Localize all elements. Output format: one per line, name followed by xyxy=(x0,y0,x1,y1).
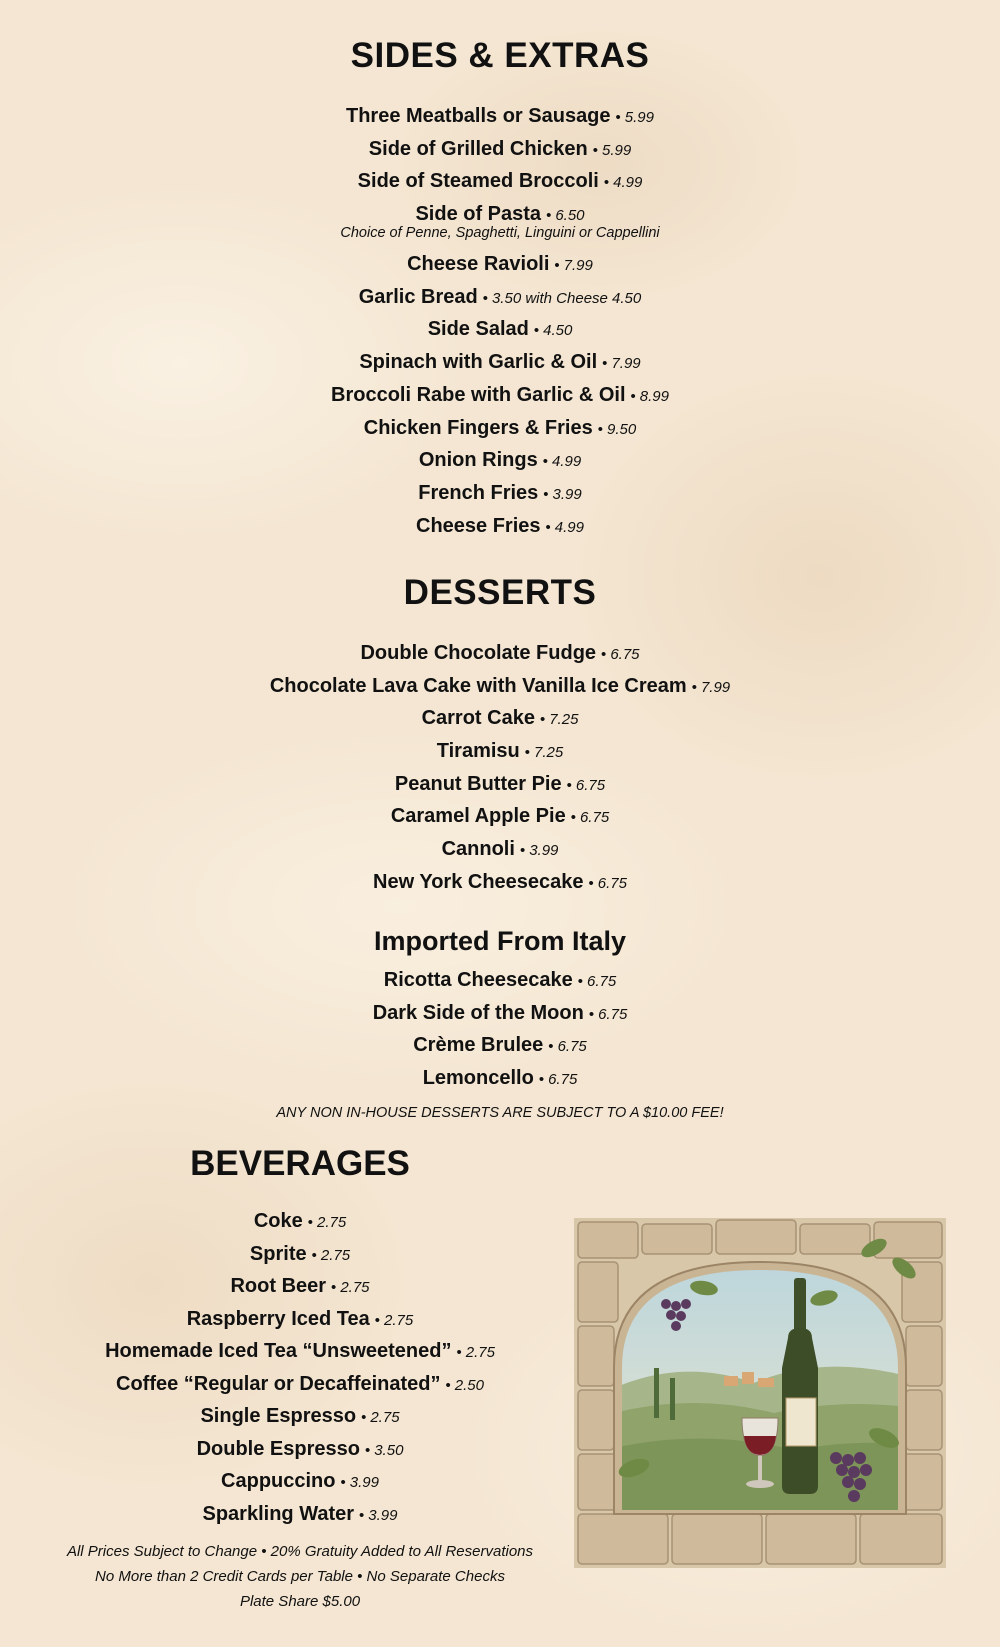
item-price: 2.75 xyxy=(320,1246,351,1264)
menu-item-raspberry-iced-tea xyxy=(0,1303,600,1336)
item-name: Side Salad xyxy=(427,318,529,341)
item-name: Dark Side of the Moon xyxy=(372,1001,584,1024)
item-price: 4.50 xyxy=(543,322,573,340)
menu-item-spinach-with-garlic-oil xyxy=(0,346,1000,379)
price-separator: • xyxy=(592,141,598,159)
item-name: Double Espresso xyxy=(196,1437,360,1460)
item-name: Crème Brulee xyxy=(413,1034,544,1057)
item-price: 7.99 xyxy=(611,355,641,373)
item-price: 6.75 xyxy=(597,874,627,892)
item-name: Carrot Cake xyxy=(421,707,535,730)
price-separator: • xyxy=(359,1506,365,1524)
item-name: Cannoli xyxy=(441,838,515,861)
price-separator: • xyxy=(482,289,488,307)
menu-item-broccoli-rabe-with-garlic-oil xyxy=(0,379,1000,412)
price-separator: • xyxy=(546,207,552,225)
item-price: 2.75 xyxy=(465,1344,495,1361)
menu-item-cappuccino xyxy=(0,1465,600,1498)
price-separator: • xyxy=(533,322,540,340)
menu-item-tiramisu xyxy=(0,735,1000,768)
imported-list xyxy=(0,964,1000,1095)
item-price: 7.99 xyxy=(700,678,731,696)
item-name: Chicken Fingers & Fries xyxy=(363,416,593,439)
menu-item-three-meatballs-or-sausage xyxy=(0,100,1000,133)
menu-item-coke xyxy=(0,1205,600,1238)
menu-item-side-of-grilled-chicken xyxy=(0,133,1000,166)
menu-item-sparkling-water xyxy=(0,1498,600,1531)
item-name: Single Espresso xyxy=(200,1405,357,1427)
price-separator: • xyxy=(602,355,608,373)
item-name: Side of Grilled Chicken xyxy=(368,137,588,160)
item-price: 4.99 xyxy=(613,174,643,192)
item-price: 6.75 xyxy=(557,1038,587,1056)
price-separator: • xyxy=(331,1279,337,1296)
menu-item-garlic-bread xyxy=(0,281,1000,314)
price-separator: • xyxy=(311,1246,317,1264)
price-separator: • xyxy=(340,1474,346,1491)
item-price: 6.50 xyxy=(555,207,585,225)
item-name: Lemoncello xyxy=(422,1067,534,1090)
item-price: 3.99 xyxy=(349,1474,379,1491)
item-name: Tiramisu xyxy=(436,740,520,763)
price-separator: • xyxy=(597,420,604,438)
item-price: 2.75 xyxy=(384,1311,414,1329)
sides-list xyxy=(0,100,1000,542)
item-name: Peanut Butter Pie xyxy=(394,772,562,795)
price-separator: • xyxy=(603,174,610,192)
menu-item-chicken-fingers-fries xyxy=(0,412,1000,445)
price-separator: • xyxy=(691,678,697,696)
price-separator: • xyxy=(615,109,621,126)
menu-item-carrot-cake xyxy=(0,702,1000,735)
item-name: Broccoli Rabe with Garlic & Oil xyxy=(331,383,626,406)
item-price: 3.99 xyxy=(529,842,559,860)
item-price: 2.75 xyxy=(316,1214,347,1231)
menu-item-sprite xyxy=(0,1238,600,1271)
menu-item-cheese-fries xyxy=(0,510,1000,543)
price-separator: • xyxy=(566,776,572,794)
menu-item-side-of-pasta xyxy=(0,198,1000,248)
item-name: Side of Pasta xyxy=(415,203,542,226)
item-price: 3.50 xyxy=(374,1441,404,1459)
menu-item-root-beer xyxy=(0,1270,600,1303)
menu-item-coffee-regular-or-decaffeinated xyxy=(0,1368,600,1401)
item-name: Sprite xyxy=(249,1242,307,1265)
item-price: 2.50 xyxy=(454,1376,484,1394)
footer-line-cards: No More than 2 Credit Cards per Table • No Separate Checks xyxy=(95,1568,505,1585)
item-price: 6.75 xyxy=(579,809,610,827)
item-price: 6.75 xyxy=(548,1071,578,1089)
price-separator: • xyxy=(577,973,584,990)
price-separator: • xyxy=(548,1038,554,1056)
item-price: 7.25 xyxy=(549,711,579,729)
item-name: Onion Rings xyxy=(418,449,538,472)
price-separator: • xyxy=(543,485,549,503)
item-name: New York Cheesecake xyxy=(373,870,584,893)
price-separator: • xyxy=(630,387,636,405)
item-name: Homemade Iced Tea “Unsweetened” xyxy=(105,1340,452,1362)
menu-item-cheese-ravioli xyxy=(0,248,1000,281)
price-separator: • xyxy=(570,809,576,827)
imported-title: Imported From Italy xyxy=(373,926,627,956)
sides-title: SIDES & EXTRAS xyxy=(350,36,650,75)
item-price: 2.75 xyxy=(340,1279,370,1296)
footer-line-plate-share: Plate Share $5.00 xyxy=(239,1593,361,1610)
item-price: 3.50 with Cheese 4.50 xyxy=(491,289,642,307)
menu-item-side-salad xyxy=(0,313,1000,346)
dessert-fee-notice: ANY NON IN-HOUSE DESSERTS ARE SUBJECT TO A $10.00 FEE! xyxy=(276,1105,724,1121)
price-separator: • xyxy=(554,257,560,275)
menu-item-lemoncello xyxy=(0,1062,1000,1095)
item-name: Chocolate Lava Cake with Vanilla Ice Cream xyxy=(269,674,687,697)
price-separator: • xyxy=(545,518,551,536)
menu-item-new-york-cheesecake xyxy=(0,866,1000,899)
menu-item-single-espresso xyxy=(0,1400,600,1433)
menu-footer xyxy=(0,1539,600,1614)
item-name: Side of Steamed Broccoli xyxy=(357,170,599,193)
beverages-list xyxy=(0,1205,600,1530)
item-name: Ricotta Cheesecake xyxy=(383,969,573,991)
menu-item-cannoli xyxy=(0,833,1000,866)
desserts-list xyxy=(0,637,1000,899)
item-name: Coffee “Regular or Decaffeinated” xyxy=(116,1372,441,1395)
item-price: 4.99 xyxy=(551,453,582,471)
wine-window-painting xyxy=(574,1218,946,1568)
item-name: Three Meatballs or Sausage xyxy=(345,105,611,127)
item-name: Garlic Bread xyxy=(358,285,478,308)
menu-item-french-fries xyxy=(0,477,1000,510)
price-separator: • xyxy=(538,1071,545,1089)
menu-item-ricotta-cheesecake xyxy=(0,964,1000,997)
menu-item-double-espresso xyxy=(0,1433,600,1466)
item-price: 4.99 xyxy=(554,518,584,536)
item-price: 7.99 xyxy=(563,257,593,275)
price-separator: • xyxy=(539,711,546,729)
price-separator: • xyxy=(601,646,607,663)
item-name: Cheese Fries xyxy=(416,514,541,537)
item-price: 2.75 xyxy=(370,1409,400,1426)
menu-item-onion-rings xyxy=(0,444,1000,477)
item-name: Cheese Ravioli xyxy=(407,253,550,276)
desserts-title: DESSERTS xyxy=(403,573,597,612)
price-separator: • xyxy=(542,453,548,471)
item-price: 6.75 xyxy=(587,973,617,990)
price-separator: • xyxy=(445,1376,451,1394)
menu-item-double-chocolate-fudge xyxy=(0,637,1000,670)
menu-item-peanut-butter-pie xyxy=(0,768,1000,801)
item-price: 3.99 xyxy=(552,485,582,503)
item-price: 8.99 xyxy=(639,387,669,405)
price-separator: • xyxy=(588,874,594,892)
beverages-title: BEVERAGES xyxy=(190,1144,410,1183)
item-price: 3.99 xyxy=(368,1506,398,1524)
price-separator: • xyxy=(364,1441,371,1459)
price-separator: • xyxy=(588,1005,595,1023)
item-name: Coke xyxy=(253,1210,303,1232)
item-name: Double Chocolate Fudge xyxy=(360,642,597,664)
item-name: Sparkling Water xyxy=(202,1502,355,1525)
item-price: 9.50 xyxy=(607,420,637,438)
item-name: Raspberry Iced Tea xyxy=(186,1307,370,1330)
item-price: 6.75 xyxy=(610,646,640,663)
price-separator: • xyxy=(519,842,526,860)
item-name: Caramel Apple Pie xyxy=(390,805,566,828)
price-separator: • xyxy=(524,744,531,762)
price-separator: • xyxy=(307,1214,313,1231)
footer-line-prices: All Prices Subject to Change • 20% Gratuity Added to All Reservations xyxy=(66,1543,534,1560)
item-price: 6.75 xyxy=(598,1005,628,1023)
menu-item-caramel-apple-pie xyxy=(0,800,1000,833)
item-note: Choice of Penne, Spaghetti, Linguini or Cappellini xyxy=(340,224,660,241)
menu-item-side-of-steamed-broccoli xyxy=(0,165,1000,198)
menu-item-cr-me-brulee xyxy=(0,1029,1000,1062)
price-separator: • xyxy=(456,1344,462,1361)
item-price: 5.99 xyxy=(624,109,654,126)
item-name: French Fries xyxy=(418,481,539,504)
menu-item-homemade-iced-tea-unsweetened xyxy=(0,1335,600,1368)
menu-item-chocolate-lava-cake-with-vanilla-ice-cream xyxy=(0,670,1000,703)
price-separator: • xyxy=(374,1311,381,1329)
item-name: Root Beer xyxy=(230,1275,327,1297)
item-price: 7.25 xyxy=(534,744,564,762)
price-separator: • xyxy=(361,1409,367,1426)
item-name: Cappuccino xyxy=(221,1470,336,1492)
menu-item-dark-side-of-the-moon xyxy=(0,997,1000,1030)
item-price: 5.99 xyxy=(602,141,632,159)
item-price: 6.75 xyxy=(575,776,606,794)
item-name: Spinach with Garlic & Oil xyxy=(359,351,598,374)
